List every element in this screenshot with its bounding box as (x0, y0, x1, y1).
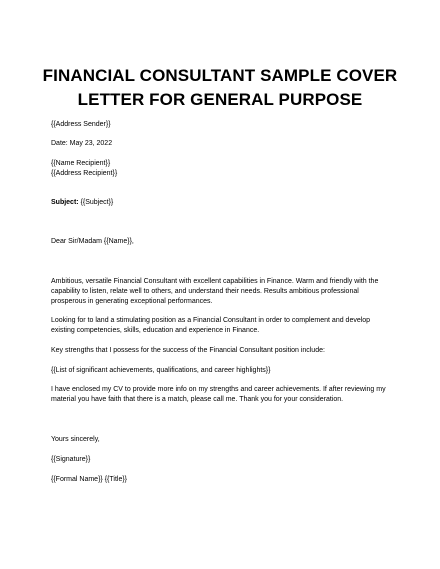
document-title-line-1: FINANCIAL CONSULTANT SAMPLE COVER (42, 66, 398, 85)
document-title (0, 64, 440, 112)
formal-name: {{Formal Name}} {{Title}} (51, 476, 128, 483)
document-title-line-2: LETTER FOR GENERAL PURPOSE (77, 90, 363, 109)
salutation: Dear Sir/Madam {{Name}}, (51, 238, 134, 245)
paragraph-intro: Ambitious, versatile Financial Consultant with excellent capabilities in Finance. Warm and friendly with the capability to listen, relate well to others, and understand their needs. Results ambitious professional prosperous in generating exceptional performances. (51, 278, 379, 305)
recipient-address: {{Address Recipient}} (51, 170, 118, 177)
paragraph-goal: Looking for to land a stimulating position as a Financial Consultant in order to complement and develop existing competencies, skills, education and experience in Finance. (51, 317, 371, 334)
subject-label: Subject: (51, 199, 79, 206)
paragraph-closing: I have enclosed my CV to provide more info on my strengths and career achievements. If after reviewing my material you have faith that there is a match, please call me. Thank you for your consideration. (51, 386, 386, 403)
recipient-name: {{Name Recipient}} (51, 160, 111, 167)
paragraph-strengths: Key strengths that I possess for the success of the Financial Consultant position include: (51, 347, 325, 354)
signature: {{Signature}} (51, 456, 91, 463)
closing-line: Yours sincerely, (51, 436, 100, 443)
address-sender: {{Address Sender}} (51, 121, 111, 128)
subject-value: {{Subject}} (78, 199, 114, 206)
subject-line (51, 198, 113, 208)
paragraph-achievements: {{List of significant achievements, qualifications, and career highlights}} (51, 367, 271, 374)
letter-date: Date: May 23, 2022 (51, 140, 113, 147)
